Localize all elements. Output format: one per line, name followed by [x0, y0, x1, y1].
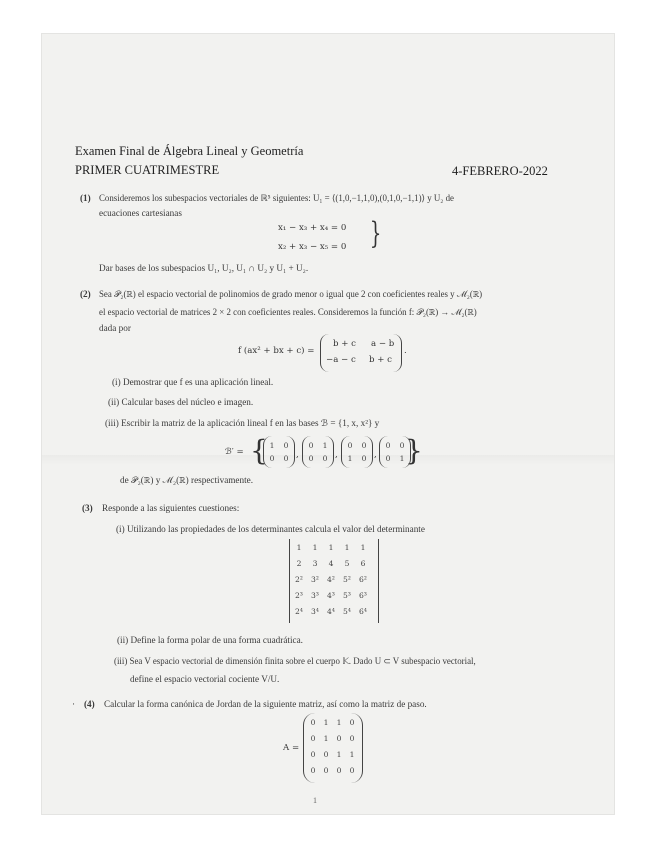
basis-matrix-1 [263, 436, 295, 468]
matrix-a-cell: 0 [336, 766, 342, 775]
matrix-cell: 0 [283, 441, 289, 450]
q4-text: Calcular la forma canónica de Jordan de la siguiente matriz, así como la matriz de paso. [104, 699, 427, 709]
determinant-cell: 5 [344, 559, 350, 568]
determinant-cell: 6⁴ [359, 607, 367, 616]
matrix-cell: 0 [283, 454, 289, 463]
matrix-a [303, 713, 363, 783]
q2-function-end: . [404, 346, 407, 356]
q3-part-i: (i) Utilizando las propiedades de los determinantes calcula el valor del determinante [116, 524, 425, 534]
determinant-cell: 6³ [359, 591, 367, 600]
determinant-cell: 2 [296, 559, 302, 568]
matrix-cell: −a − c [326, 355, 356, 365]
matrix-a-cell: 0 [349, 734, 355, 743]
matrix-a-cell: 1 [349, 750, 355, 759]
determinant-cell: 4 [328, 559, 334, 568]
basis-matrix-3 [341, 436, 373, 468]
q1-text: Consideremos los subespacios vectoriales de ℝ⁵ siguientes: U₁ = ⟨(1,0,−1,1,0),(0,1,0,−1,1)⟩ y U₂ de [99, 193, 454, 203]
matrix-cell: 0 [385, 441, 391, 450]
determinant-cell: 4³ [327, 591, 335, 600]
matrix-cell: 0 [385, 454, 391, 463]
determinant [289, 539, 379, 623]
determinant-cell: 4⁴ [327, 607, 335, 616]
determinant-cell: 5⁴ [343, 607, 351, 616]
q1-equation-1: x₁ − x₃ + x₄ = 0 [278, 223, 347, 233]
matrix-cell: 0 [322, 454, 328, 463]
q2-text-2: el espacio vectorial de matrices 2 × 2 con coeficientes reales. Consideremos la función f: 𝒫₂(ℝ) → ℳ₂(ℝ) [99, 307, 477, 317]
matrix-cell: 0 [269, 454, 275, 463]
matrix-a-cell: 0 [310, 766, 316, 775]
q4-number: (4) [84, 699, 95, 709]
matrix-cell: 0 [347, 441, 353, 450]
basis-label: ℬ′ = [225, 447, 244, 457]
matrix-cell: 0 [361, 441, 367, 450]
semester-label: PRIMER CUATRIMESTRE [75, 163, 220, 177]
matrix-a-cell: 0 [349, 766, 355, 775]
basis-close-brace: } [405, 434, 423, 467]
q2-text-1: Sea 𝒫₂(ℝ) el espacio vectorial de polinomios de grado menor o igual que 2 con coeficientes reales y ℳ₂(ℝ) [99, 289, 483, 299]
matrix-a-cell: 0 [310, 750, 316, 759]
q2-part-iii: (iii) Escribir la matriz de la aplicación lineal f en las bases ℬ = {1, x, x²} y [105, 418, 380, 428]
matrix-a-cell: 0 [349, 718, 355, 727]
determinant-cell: 5² [343, 575, 351, 584]
matrix-cell: 0 [308, 441, 314, 450]
q2-part-i: (i) Demostrar que f es una aplicación lineal. [112, 377, 274, 387]
matrix-cell: b + c [333, 339, 356, 349]
q3-intro: Responde a las siguientes cuestiones: [102, 503, 240, 513]
determinant-cell: 3³ [311, 591, 319, 600]
matrix-cell: 1 [399, 454, 405, 463]
q2-part-ii: (ii) Calcular bases del núcleo e imagen. [108, 397, 254, 407]
determinant-cell: 2³ [295, 591, 303, 600]
matrix-a-label: A = [283, 743, 300, 753]
matrix-a-cell: 1 [323, 734, 329, 743]
determinant-cell: 4² [327, 575, 335, 584]
matrix-a-cell: 0 [336, 734, 342, 743]
q2-function-lhs: f (ax² + bx + c) = [238, 346, 315, 356]
matrix-cell: 0 [308, 454, 314, 463]
determinant-cell: 1 [328, 543, 334, 552]
q3-part-iii-cont: define el espacio vectorial cociente V/U. [130, 674, 280, 684]
matrix-a-cell: 1 [336, 750, 342, 759]
determinant-cell: 6² [359, 575, 367, 584]
q3-number: (3) [82, 503, 93, 513]
determinant-cell: 1 [360, 543, 366, 552]
page-number: 1 [313, 796, 317, 805]
determinant-cell: 1 [312, 543, 318, 552]
basis-comma: , [374, 450, 377, 460]
q1-question: Dar bases de los subespacios U₁, U₂, U₁ ∩ U₂ y U₁ + U₂. [99, 263, 309, 273]
q3-part-iii: (iii) Sea V espacio vectorial de dimensión finita sobre el cuerpo 𝕂. Dado U ⊂ V subespacio vectorial, [114, 656, 476, 666]
determinant-cell: 2⁴ [295, 607, 303, 616]
matrix-a-cell: 0 [310, 734, 316, 743]
matrix-a-cell: 0 [323, 766, 329, 775]
matrix-cell: 1 [269, 441, 275, 450]
basis-comma: , [335, 450, 338, 460]
matrix-cell: 0 [399, 441, 405, 450]
matrix-cell: b + c [369, 355, 392, 365]
determinant-cell: 3⁴ [311, 607, 319, 616]
q1-text-cont: ecuaciones cartesianas [99, 208, 182, 218]
matrix-cell: 1 [322, 441, 328, 450]
determinant-cell: 5³ [343, 591, 351, 600]
q2-function-matrix [320, 334, 402, 372]
determinant-cell: 6 [360, 559, 366, 568]
basis-matrix-4 [379, 436, 411, 468]
matrix-a-cell: 1 [336, 718, 342, 727]
q2-text-3: dada por [99, 323, 131, 333]
determinant-cell: 3 [312, 559, 318, 568]
basis-matrix-2 [302, 436, 334, 468]
exam-date: 4-FEBRERO-2022 [452, 164, 548, 178]
matrix-cell: a − b [371, 339, 395, 349]
basis-open-brace: { [250, 434, 268, 467]
matrix-cell: 1 [347, 454, 353, 463]
q2-bases-note: de 𝒫₂(ℝ) y ℳ₂(ℝ) respectivamente. [120, 475, 254, 485]
determinant-cell: 1 [296, 543, 302, 552]
q1-number: (1) [80, 193, 91, 203]
bullet-mark: · [72, 699, 76, 709]
exam-title: Examen Final de Álgebra Lineal y Geometría [75, 144, 304, 158]
determinant-cell: 2² [295, 575, 303, 584]
matrix-cell: 0 [361, 454, 367, 463]
q1-equation-2: x₂ + x₃ − x₅ = 0 [278, 242, 347, 252]
q3-part-ii: (ii) Define la forma polar de una forma cuadrática. [117, 635, 303, 645]
q1-brace: } [369, 216, 382, 251]
matrix-a-cell: 1 [323, 718, 329, 727]
matrix-a-cell: 0 [310, 718, 316, 727]
matrix-a-cell: 0 [323, 750, 329, 759]
basis-comma: , [296, 450, 299, 460]
determinant-cell: 3² [311, 575, 319, 584]
determinant-cell: 1 [344, 543, 350, 552]
q2-number: (2) [80, 289, 91, 299]
